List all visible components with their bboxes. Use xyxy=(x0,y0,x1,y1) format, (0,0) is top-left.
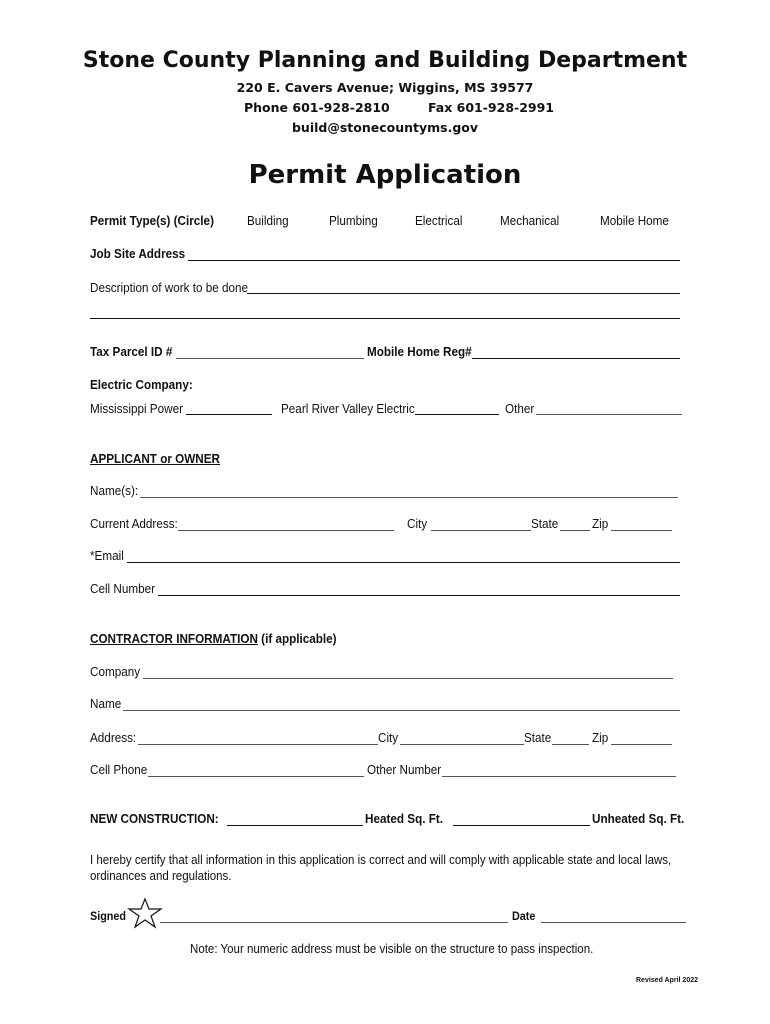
contractor-state-field[interactable] xyxy=(552,744,589,745)
page-title: Permit Application xyxy=(248,160,522,190)
applicant-city-label: City xyxy=(407,516,428,531)
mobile-home-reg-field[interactable] xyxy=(472,358,680,359)
department-email: build@stonecountyms.gov xyxy=(291,120,479,135)
heated-sqft-label: Heated Sq. Ft. xyxy=(365,811,444,826)
permit-type-label: Permit Type(s) (Circle) xyxy=(90,213,214,228)
tax-parcel-label: Tax Parcel ID # xyxy=(90,344,173,359)
applicant-state-field[interactable] xyxy=(560,530,590,531)
date-field[interactable] xyxy=(541,922,686,923)
mississippi-power-field[interactable] xyxy=(186,414,272,415)
contractor-name-field[interactable] xyxy=(123,710,680,711)
department-phone: Phone 601-928-2810 xyxy=(244,100,390,115)
heated-sqft-field[interactable] xyxy=(227,825,363,826)
contractor-cell-label: Cell Phone xyxy=(90,762,148,777)
date-label: Date xyxy=(512,909,536,923)
unheated-sqft-field[interactable] xyxy=(453,825,590,826)
signature-field[interactable] xyxy=(160,922,508,923)
contractor-heading-suffix: (if applicable) xyxy=(261,631,337,646)
signed-label: Signed xyxy=(90,909,127,923)
applicant-zip-field[interactable] xyxy=(611,530,672,531)
work-description-label: Description of work to be done xyxy=(90,280,249,295)
inspection-note: Note: Your numeric address must be visible on the structure to pass inspection. xyxy=(190,941,594,956)
contractor-heading xyxy=(90,631,337,646)
applicant-cell-label: Cell Number xyxy=(90,581,156,596)
permit-type-building[interactable]: Building xyxy=(247,213,289,228)
work-description-field[interactable] xyxy=(247,293,680,294)
contractor-heading-text: CONTRACTOR INFORMATION xyxy=(90,631,258,646)
applicant-state-label: State xyxy=(531,516,559,531)
contractor-zip-field[interactable] xyxy=(611,744,672,745)
job-site-address-label: Job Site Address xyxy=(90,246,186,261)
applicant-email-field[interactable] xyxy=(127,562,680,563)
certification-line-2: ordinances and regulations. xyxy=(90,868,232,883)
pearl-river-field[interactable] xyxy=(415,414,499,415)
applicant-zip-label: Zip xyxy=(592,516,609,531)
contractor-name-label: Name xyxy=(90,696,122,711)
contractor-city-field[interactable] xyxy=(400,744,524,745)
contractor-address-field[interactable] xyxy=(138,744,378,745)
unheated-sqft-label: Unheated Sq. Ft. xyxy=(592,811,685,826)
applicant-heading: APPLICANT or OWNER xyxy=(90,451,221,466)
revision-date: Revised April 2022 xyxy=(636,977,698,984)
pearl-river-label: Pearl River Valley Electric xyxy=(281,401,415,416)
electric-other-label: Other xyxy=(505,401,535,416)
permit-type-mechanical[interactable]: Mechanical xyxy=(500,213,560,228)
applicant-city-field[interactable] xyxy=(431,530,531,531)
contractor-state-label: State xyxy=(524,730,552,745)
tax-parcel-field[interactable] xyxy=(176,358,364,359)
job-site-address-field[interactable] xyxy=(188,260,680,261)
applicant-names-field[interactable] xyxy=(140,497,678,498)
permit-type-electrical[interactable]: Electrical xyxy=(415,213,463,228)
new-construction-label: NEW CONSTRUCTION: xyxy=(90,811,219,826)
applicant-address-field[interactable] xyxy=(178,530,394,531)
department-address: 220 E. Cavers Avenue; Wiggins, MS 39577 xyxy=(236,80,534,95)
applicant-cell-field[interactable] xyxy=(158,595,680,596)
mississippi-power-label: Mississippi Power xyxy=(90,401,183,416)
applicant-names-label: Name(s): xyxy=(90,483,139,498)
contractor-address-label: Address: xyxy=(90,730,137,745)
certification-line-1: I hereby certify that all information in this application is correct and will comply with applicable state and local laws, xyxy=(90,852,672,867)
contractor-city-label: City xyxy=(378,730,399,745)
department-name: Stone County Planning and Building Department xyxy=(82,48,688,73)
contractor-zip-label: Zip xyxy=(592,730,609,745)
mobile-home-reg-label: Mobile Home Reg# xyxy=(367,344,472,359)
applicant-email-label: *Email xyxy=(90,548,124,563)
work-description-field-2[interactable] xyxy=(90,318,680,319)
department-fax: Fax 601-928-2991 xyxy=(428,100,555,115)
contractor-other-label: Other Number xyxy=(367,762,442,777)
contractor-company-label: Company xyxy=(90,664,141,679)
contractor-company-field[interactable] xyxy=(143,678,673,679)
permit-type-plumbing[interactable]: Plumbing xyxy=(329,213,378,228)
permit-type-mobile-home[interactable]: Mobile Home xyxy=(600,213,669,228)
applicant-address-label: Current Address: xyxy=(90,516,178,531)
contractor-cell-field[interactable] xyxy=(148,776,364,777)
electric-other-field[interactable] xyxy=(536,414,682,415)
contractor-other-field[interactable] xyxy=(442,776,676,777)
star-icon xyxy=(127,897,163,929)
electric-company-heading: Electric Company: xyxy=(90,377,193,392)
